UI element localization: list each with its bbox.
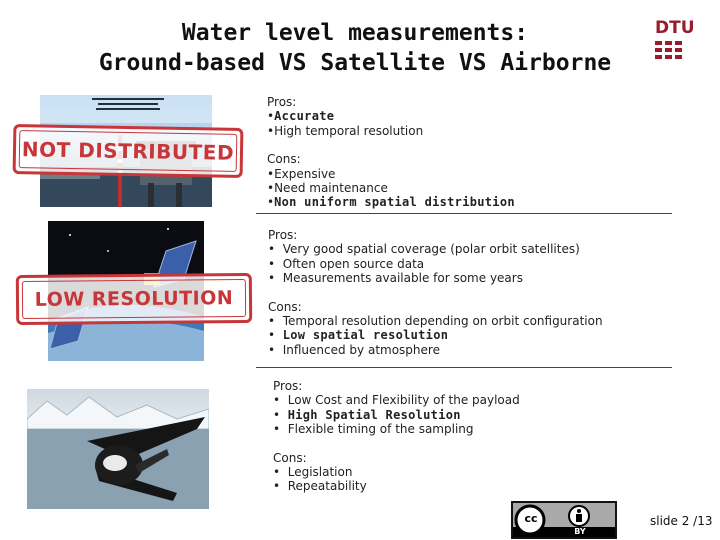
cons-item: •Expensive xyxy=(267,166,336,181)
pros-item: • High Spatial Resolution xyxy=(273,407,461,422)
low-resolution-stamp xyxy=(16,273,252,325)
cons-item: • Legislation xyxy=(273,465,353,480)
pros-item: • Often open source data xyxy=(268,256,425,271)
pros-item: • Measurements available for some years xyxy=(268,271,523,286)
airborne-pros-cons xyxy=(273,379,520,494)
cons-item: • Temporal resolution depending on orbit configuration xyxy=(268,314,603,329)
not-distributed-stamp xyxy=(13,124,244,178)
cons-item: •Non uniform spatial distribution xyxy=(267,195,515,210)
cons-item: • Low spatial resolution xyxy=(268,328,449,343)
ground-pros-cons xyxy=(267,95,515,210)
stamp-text: NOT DISTRIBUTED xyxy=(21,137,235,165)
pros-label: Pros: xyxy=(267,95,297,109)
title-line-1: Water level measurements: xyxy=(181,20,529,46)
cons-item: • Influenced by atmosphere xyxy=(268,342,440,357)
by-text: BY xyxy=(574,527,586,536)
drone-illustration xyxy=(27,389,209,509)
dtu-logo-bars xyxy=(655,41,691,59)
cons-item: • Repeatability xyxy=(273,479,367,494)
pros-item: • Very good spatial coverage (polar orbit satellites) xyxy=(268,242,580,257)
divider-1 xyxy=(256,213,672,214)
drone-image xyxy=(27,389,209,509)
cc-text: cc xyxy=(524,512,538,525)
dtu-logo-text: DTU xyxy=(655,18,695,38)
pros-item: •High temporal resolution xyxy=(267,123,424,138)
cons-label: Cons: xyxy=(268,299,302,314)
pros-item: • Flexible timing of the sampling xyxy=(273,422,474,437)
stamp-text: LOW RESOLUTION xyxy=(34,287,234,311)
satellite-pros-cons xyxy=(268,228,603,357)
cons-label: Cons: xyxy=(267,152,301,167)
divider-2 xyxy=(256,367,672,368)
cons-item: •Need maintenance xyxy=(267,181,388,196)
cons-label: Cons: xyxy=(273,450,307,465)
pros-label: Pros: xyxy=(268,228,298,242)
cc-by-license-badge[interactable] xyxy=(511,501,617,539)
pros-label: Pros: xyxy=(273,379,303,393)
pros-item: •Accurate xyxy=(267,109,335,124)
pros-item: • Low Cost and Flexibility of the payload xyxy=(273,393,520,408)
title-line-2: Ground-based VS Satellite VS Airborne xyxy=(98,50,612,76)
dtu-logo xyxy=(655,18,695,68)
slide-number: slide 2 /13 xyxy=(650,514,713,528)
slide-title xyxy=(40,18,670,78)
